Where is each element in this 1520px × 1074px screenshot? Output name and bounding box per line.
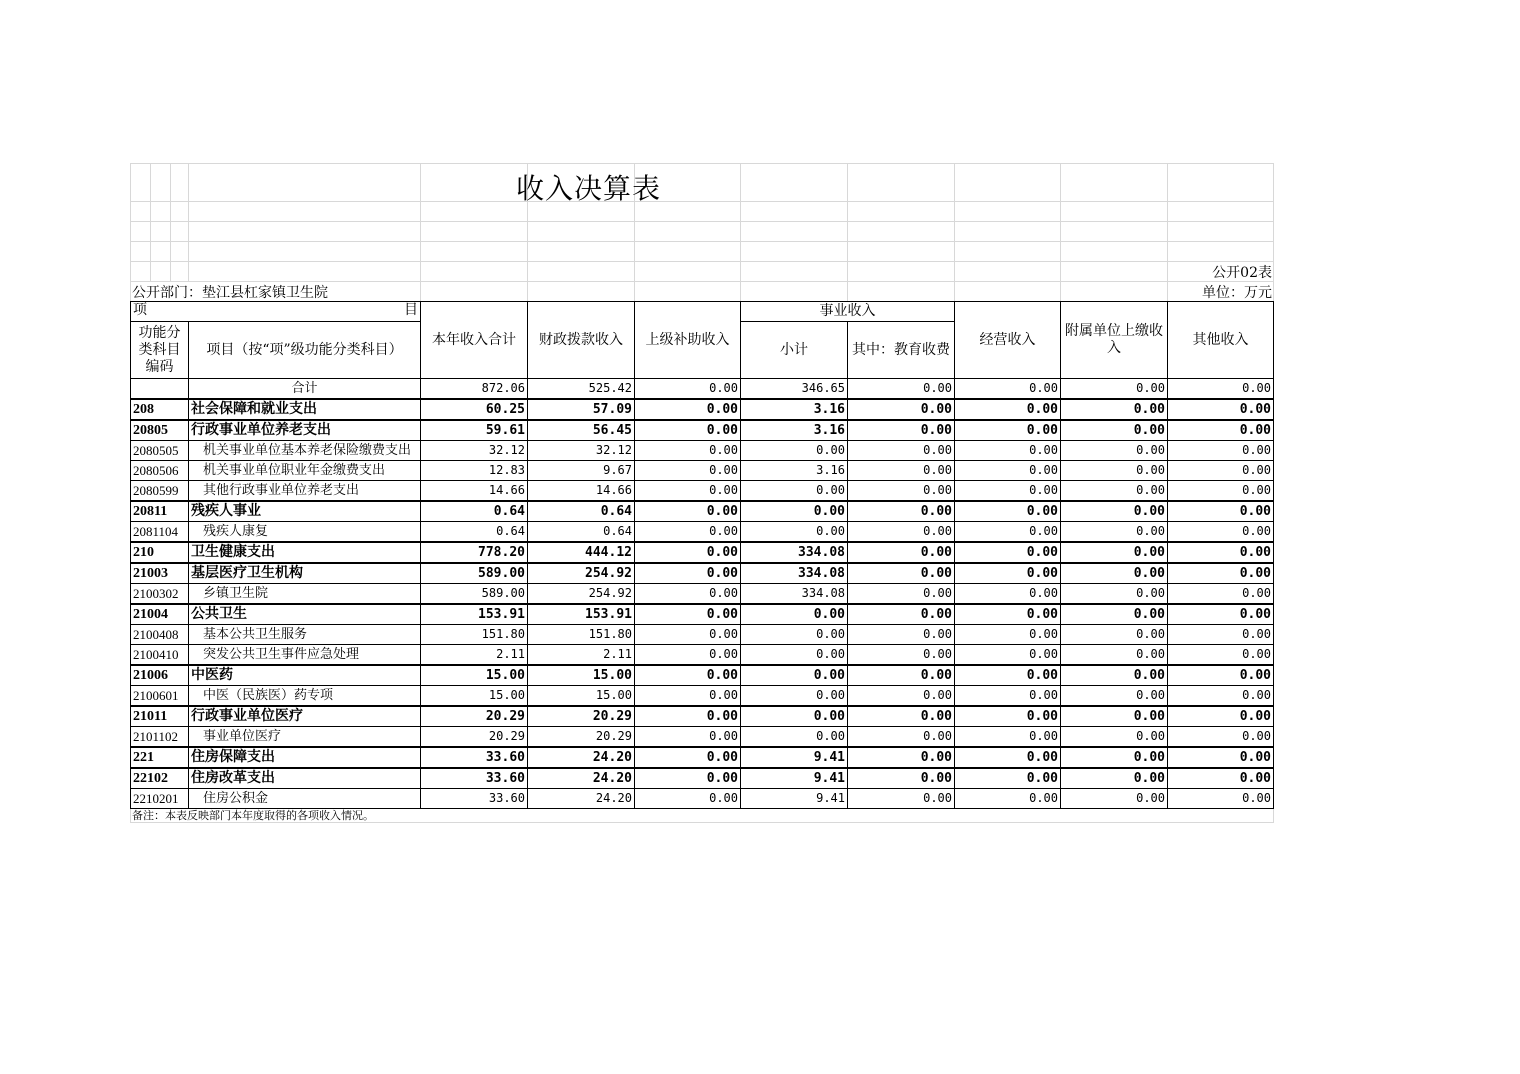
row-value: 0.00 bbox=[1061, 789, 1168, 809]
row-value: 0.00 bbox=[1061, 420, 1168, 441]
row-value: 9.41 bbox=[741, 789, 848, 809]
row-value: 0.00 bbox=[1168, 584, 1274, 605]
row-value: 15.00 bbox=[528, 686, 635, 707]
table-row bbox=[131, 706, 1274, 727]
row-value: 0.00 bbox=[848, 542, 955, 563]
row-name: 社会保障和就业支出 bbox=[189, 399, 421, 420]
row-value: 20.29 bbox=[421, 727, 528, 748]
grid-line bbox=[954, 163, 955, 301]
header-affiliated: 附属单位上缴收入 bbox=[1061, 302, 1168, 379]
grid-line bbox=[420, 163, 421, 301]
row-value: 0.00 bbox=[955, 542, 1061, 563]
row-name: 基本公共卫生服务 bbox=[189, 625, 421, 645]
row-value: 56.45 bbox=[528, 420, 635, 441]
row-code: 2080599 bbox=[131, 481, 189, 502]
row-value: 0.00 bbox=[848, 399, 955, 420]
table-row bbox=[131, 441, 1274, 461]
row-value: 9.67 bbox=[528, 461, 635, 481]
row-code: 21011 bbox=[131, 706, 189, 727]
row-value: 0.64 bbox=[421, 501, 528, 522]
row-value: 0.00 bbox=[848, 645, 955, 666]
row-name: 卫生健康支出 bbox=[189, 542, 421, 563]
header-fiscal: 财政拨款收入 bbox=[528, 302, 635, 379]
grid-line bbox=[847, 163, 848, 301]
row-value: 33.60 bbox=[421, 768, 528, 789]
row-value: 0.00 bbox=[1061, 665, 1168, 686]
table-row bbox=[131, 379, 1274, 400]
row-name: 公共卫生 bbox=[189, 604, 421, 625]
row-value: 0.00 bbox=[741, 441, 848, 461]
row-value: 254.92 bbox=[528, 584, 635, 605]
row-value: 0.00 bbox=[1061, 727, 1168, 748]
row-value: 0.00 bbox=[1168, 604, 1274, 625]
row-value: 0.00 bbox=[741, 686, 848, 707]
row-name: 合计 bbox=[189, 379, 421, 400]
row-value: 0.00 bbox=[955, 461, 1061, 481]
table-row bbox=[131, 768, 1274, 789]
row-value: 0.00 bbox=[1168, 481, 1274, 502]
grid-line bbox=[1060, 163, 1061, 301]
header-other: 其他收入 bbox=[1168, 302, 1274, 379]
row-value: 12.83 bbox=[421, 461, 528, 481]
row-value: 20.29 bbox=[421, 706, 528, 727]
table-row bbox=[131, 665, 1274, 686]
row-value: 0.00 bbox=[741, 604, 848, 625]
row-value: 0.00 bbox=[635, 686, 741, 707]
row-code: 2080506 bbox=[131, 461, 189, 481]
row-value: 0.00 bbox=[1168, 768, 1274, 789]
row-value: 0.00 bbox=[848, 379, 955, 400]
row-value: 346.65 bbox=[741, 379, 848, 400]
row-value: 57.09 bbox=[528, 399, 635, 420]
table-row bbox=[131, 420, 1274, 441]
row-value: 0.00 bbox=[848, 686, 955, 707]
row-code: 21006 bbox=[131, 665, 189, 686]
row-value: 32.12 bbox=[421, 441, 528, 461]
grid-line bbox=[188, 163, 189, 281]
header-business: 事业收入 bbox=[741, 302, 955, 322]
row-value: 0.00 bbox=[1061, 768, 1168, 789]
row-value: 0.00 bbox=[848, 706, 955, 727]
row-value: 32.12 bbox=[528, 441, 635, 461]
row-value: 3.16 bbox=[741, 420, 848, 441]
header-name: 项目（按“项”级功能分类科目） bbox=[189, 322, 421, 379]
header-operating: 经营收入 bbox=[955, 302, 1061, 379]
row-name: 机关事业单位基本养老保险缴费支出 bbox=[189, 441, 421, 461]
row-value: 0.00 bbox=[1061, 542, 1168, 563]
row-value: 0.00 bbox=[1061, 501, 1168, 522]
row-value: 0.00 bbox=[955, 379, 1061, 400]
table-row bbox=[131, 461, 1274, 481]
row-name: 中医药 bbox=[189, 665, 421, 686]
grid-line bbox=[740, 163, 741, 301]
row-value: 0.00 bbox=[635, 747, 741, 768]
row-value: 20.29 bbox=[528, 727, 635, 748]
table-row bbox=[131, 747, 1274, 768]
row-value: 0.00 bbox=[635, 542, 741, 563]
header-total: 本年收入合计 bbox=[421, 302, 528, 379]
grid-line bbox=[130, 261, 1274, 262]
row-value: 0.00 bbox=[1061, 604, 1168, 625]
header-code: 功能分类科目编码 bbox=[131, 322, 189, 379]
row-value: 151.80 bbox=[528, 625, 635, 645]
row-name: 住房保障支出 bbox=[189, 747, 421, 768]
row-value: 0.00 bbox=[848, 727, 955, 748]
unit-label: 单位：万元 bbox=[1202, 285, 1272, 301]
row-value: 0.00 bbox=[848, 604, 955, 625]
row-value: 0.00 bbox=[955, 441, 1061, 461]
row-name: 行政事业单位医疗 bbox=[189, 706, 421, 727]
row-value: 0.00 bbox=[741, 665, 848, 686]
income-table bbox=[130, 301, 1274, 809]
row-value: 14.66 bbox=[528, 481, 635, 502]
row-code bbox=[131, 379, 189, 400]
row-value: 0.00 bbox=[955, 686, 1061, 707]
row-value: 0.00 bbox=[1168, 665, 1274, 686]
row-value: 0.00 bbox=[955, 665, 1061, 686]
row-code: 2100302 bbox=[131, 584, 189, 605]
row-name: 其他行政事业单位养老支出 bbox=[189, 481, 421, 502]
row-value: 0.00 bbox=[1061, 563, 1168, 584]
grid-line bbox=[150, 163, 151, 281]
row-value: 872.06 bbox=[421, 379, 528, 400]
grid-line bbox=[1167, 163, 1168, 301]
row-value: 59.61 bbox=[421, 420, 528, 441]
row-value: 0.00 bbox=[1061, 706, 1168, 727]
row-value: 153.91 bbox=[528, 604, 635, 625]
row-code: 20811 bbox=[131, 501, 189, 522]
row-value: 778.20 bbox=[421, 542, 528, 563]
row-value: 0.00 bbox=[955, 768, 1061, 789]
grid-line bbox=[130, 241, 1274, 242]
row-value: 0.00 bbox=[848, 747, 955, 768]
grid-line bbox=[130, 163, 1274, 164]
grid-line bbox=[130, 201, 1274, 202]
row-value: 0.00 bbox=[1168, 727, 1274, 748]
page-title: 收入决算表 bbox=[516, 172, 662, 205]
row-value: 0.00 bbox=[635, 441, 741, 461]
row-value: 0.00 bbox=[848, 625, 955, 645]
row-value: 0.00 bbox=[635, 604, 741, 625]
row-code: 2080505 bbox=[131, 441, 189, 461]
row-value: 24.20 bbox=[528, 768, 635, 789]
row-value: 0.00 bbox=[955, 645, 1061, 666]
row-value: 0.00 bbox=[741, 727, 848, 748]
row-value: 0.00 bbox=[1061, 461, 1168, 481]
row-value: 0.00 bbox=[741, 706, 848, 727]
row-name: 机关事业单位职业年金缴费支出 bbox=[189, 461, 421, 481]
row-value: 0.00 bbox=[1168, 501, 1274, 522]
row-value: 0.64 bbox=[528, 522, 635, 543]
row-value: 2.11 bbox=[421, 645, 528, 666]
row-value: 0.00 bbox=[635, 563, 741, 584]
row-value: 0.00 bbox=[635, 727, 741, 748]
row-value: 0.00 bbox=[635, 522, 741, 543]
row-code: 221 bbox=[131, 747, 189, 768]
row-name: 中医（民族医）药专项 bbox=[189, 686, 421, 707]
row-value: 0.00 bbox=[955, 399, 1061, 420]
row-value: 0.00 bbox=[1061, 747, 1168, 768]
row-value: 0.00 bbox=[1061, 686, 1168, 707]
row-value: 0.00 bbox=[741, 522, 848, 543]
row-name: 住房改革支出 bbox=[189, 768, 421, 789]
row-value: 0.00 bbox=[1168, 563, 1274, 584]
row-value: 0.00 bbox=[1061, 584, 1168, 605]
row-value: 0.00 bbox=[955, 522, 1061, 543]
row-value: 0.00 bbox=[741, 645, 848, 666]
row-value: 0.00 bbox=[955, 501, 1061, 522]
row-value: 0.00 bbox=[1061, 481, 1168, 502]
row-value: 0.00 bbox=[635, 645, 741, 666]
row-value: 0.00 bbox=[1168, 706, 1274, 727]
row-value: 60.25 bbox=[421, 399, 528, 420]
row-name: 事业单位医疗 bbox=[189, 727, 421, 748]
row-code: 2081104 bbox=[131, 522, 189, 543]
row-value: 525.42 bbox=[528, 379, 635, 400]
row-value: 0.00 bbox=[635, 501, 741, 522]
header-superior: 上级补助收入 bbox=[635, 302, 741, 379]
table-row bbox=[131, 399, 1274, 420]
table-row bbox=[131, 645, 1274, 666]
table-row bbox=[131, 625, 1274, 645]
row-value: 0.00 bbox=[848, 461, 955, 481]
row-value: 0.00 bbox=[848, 501, 955, 522]
row-value: 589.00 bbox=[421, 584, 528, 605]
row-value: 0.00 bbox=[1168, 747, 1274, 768]
row-value: 0.00 bbox=[1168, 420, 1274, 441]
row-value: 0.00 bbox=[848, 563, 955, 584]
row-value: 0.00 bbox=[1168, 625, 1274, 645]
grid-line bbox=[130, 221, 1274, 222]
row-value: 0.00 bbox=[955, 789, 1061, 809]
row-name: 残疾人事业 bbox=[189, 501, 421, 522]
row-value: 0.00 bbox=[1061, 645, 1168, 666]
row-code: 2210201 bbox=[131, 789, 189, 809]
row-value: 0.00 bbox=[955, 747, 1061, 768]
row-value: 0.00 bbox=[955, 420, 1061, 441]
header-item-cell bbox=[131, 302, 421, 322]
row-value: 0.64 bbox=[421, 522, 528, 543]
row-value: 0.00 bbox=[1168, 441, 1274, 461]
row-value: 254.92 bbox=[528, 563, 635, 584]
row-value: 0.00 bbox=[1061, 522, 1168, 543]
row-code: 2101102 bbox=[131, 727, 189, 748]
row-value: 15.00 bbox=[421, 686, 528, 707]
row-code: 2100601 bbox=[131, 686, 189, 707]
row-value: 0.00 bbox=[848, 481, 955, 502]
row-name: 乡镇卫生院 bbox=[189, 584, 421, 605]
table-row bbox=[131, 727, 1274, 748]
row-value: 0.00 bbox=[1168, 379, 1274, 400]
table-row bbox=[131, 789, 1274, 809]
table-row bbox=[131, 522, 1274, 543]
row-value: 0.00 bbox=[955, 563, 1061, 584]
row-value: 0.00 bbox=[635, 379, 741, 400]
row-value: 33.60 bbox=[421, 789, 528, 809]
row-value: 0.00 bbox=[1168, 686, 1274, 707]
row-value: 0.00 bbox=[741, 501, 848, 522]
row-value: 15.00 bbox=[528, 665, 635, 686]
row-value: 0.00 bbox=[848, 441, 955, 461]
row-value: 0.00 bbox=[1061, 379, 1168, 400]
row-code: 22102 bbox=[131, 768, 189, 789]
row-value: 0.00 bbox=[1061, 441, 1168, 461]
row-value: 444.12 bbox=[528, 542, 635, 563]
table-row bbox=[131, 584, 1274, 605]
row-value: 0.00 bbox=[741, 481, 848, 502]
row-value: 0.00 bbox=[635, 789, 741, 809]
row-value: 24.20 bbox=[528, 789, 635, 809]
row-value: 0.00 bbox=[635, 461, 741, 481]
row-name: 行政事业单位养老支出 bbox=[189, 420, 421, 441]
header-education: 其中：教育收费 bbox=[848, 322, 955, 379]
row-code: 2100408 bbox=[131, 625, 189, 645]
row-value: 0.00 bbox=[955, 584, 1061, 605]
row-value: 9.41 bbox=[741, 747, 848, 768]
row-value: 0.00 bbox=[848, 522, 955, 543]
row-value: 0.00 bbox=[1168, 522, 1274, 543]
row-value: 0.00 bbox=[848, 665, 955, 686]
row-name: 基层医疗卫生机构 bbox=[189, 563, 421, 584]
row-value: 0.00 bbox=[955, 625, 1061, 645]
row-value: 153.91 bbox=[421, 604, 528, 625]
row-value: 0.00 bbox=[955, 481, 1061, 502]
row-value: 334.08 bbox=[741, 542, 848, 563]
header-mu: 目 bbox=[404, 302, 418, 318]
row-value: 0.00 bbox=[1168, 789, 1274, 809]
row-name: 残疾人康复 bbox=[189, 522, 421, 543]
row-value: 9.41 bbox=[741, 768, 848, 789]
row-value: 0.00 bbox=[1061, 399, 1168, 420]
header-subtotal: 小计 bbox=[741, 322, 848, 379]
row-value: 0.00 bbox=[635, 665, 741, 686]
row-value: 334.08 bbox=[741, 584, 848, 605]
table-row bbox=[131, 481, 1274, 502]
grid-line bbox=[170, 163, 171, 281]
row-value: 0.00 bbox=[741, 625, 848, 645]
table-row bbox=[131, 501, 1274, 522]
row-value: 0.64 bbox=[528, 501, 635, 522]
row-value: 0.00 bbox=[635, 768, 741, 789]
row-value: 0.00 bbox=[635, 584, 741, 605]
row-code: 20805 bbox=[131, 420, 189, 441]
row-value: 15.00 bbox=[421, 665, 528, 686]
table-row bbox=[131, 686, 1274, 707]
footnote: 备注：本表反映部门本年度取得的各项收入情况。 bbox=[132, 809, 374, 822]
row-value: 0.00 bbox=[635, 625, 741, 645]
header-xiang: 项 bbox=[133, 302, 147, 318]
row-code: 21004 bbox=[131, 604, 189, 625]
row-value: 0.00 bbox=[635, 481, 741, 502]
row-value: 0.00 bbox=[955, 727, 1061, 748]
row-value: 14.66 bbox=[421, 481, 528, 502]
row-name: 住房公积金 bbox=[189, 789, 421, 809]
row-value: 0.00 bbox=[848, 789, 955, 809]
row-value: 0.00 bbox=[635, 706, 741, 727]
row-value: 151.80 bbox=[421, 625, 528, 645]
row-value: 589.00 bbox=[421, 563, 528, 584]
table-row bbox=[131, 563, 1274, 584]
row-name: 突发公共卫生事件应急处理 bbox=[189, 645, 421, 666]
row-value: 0.00 bbox=[848, 420, 955, 441]
row-value: 0.00 bbox=[1168, 645, 1274, 666]
row-value: 3.16 bbox=[741, 399, 848, 420]
row-value: 20.29 bbox=[528, 706, 635, 727]
table-row bbox=[131, 542, 1274, 563]
department-label: 公开部门：垫江县杠家镇卫生院 bbox=[132, 285, 328, 301]
row-value: 24.20 bbox=[528, 747, 635, 768]
row-value: 0.00 bbox=[635, 420, 741, 441]
row-value: 2.11 bbox=[528, 645, 635, 666]
income-settlement-sheet bbox=[130, 163, 1274, 823]
row-value: 0.00 bbox=[848, 584, 955, 605]
row-value: 3.16 bbox=[741, 461, 848, 481]
row-code: 2100410 bbox=[131, 645, 189, 666]
row-code: 208 bbox=[131, 399, 189, 420]
row-value: 0.00 bbox=[848, 768, 955, 789]
row-value: 0.00 bbox=[955, 706, 1061, 727]
row-value: 0.00 bbox=[635, 399, 741, 420]
row-value: 0.00 bbox=[955, 604, 1061, 625]
row-code: 210 bbox=[131, 542, 189, 563]
row-value: 33.60 bbox=[421, 747, 528, 768]
row-code: 21003 bbox=[131, 563, 189, 584]
row-value: 334.08 bbox=[741, 563, 848, 584]
row-value: 0.00 bbox=[1168, 542, 1274, 563]
row-value: 0.00 bbox=[1061, 625, 1168, 645]
row-value: 0.00 bbox=[1168, 399, 1274, 420]
table-row bbox=[131, 604, 1274, 625]
row-value: 0.00 bbox=[1168, 461, 1274, 481]
table-number: 公开02表 bbox=[1212, 265, 1272, 281]
table-body bbox=[131, 379, 1274, 809]
